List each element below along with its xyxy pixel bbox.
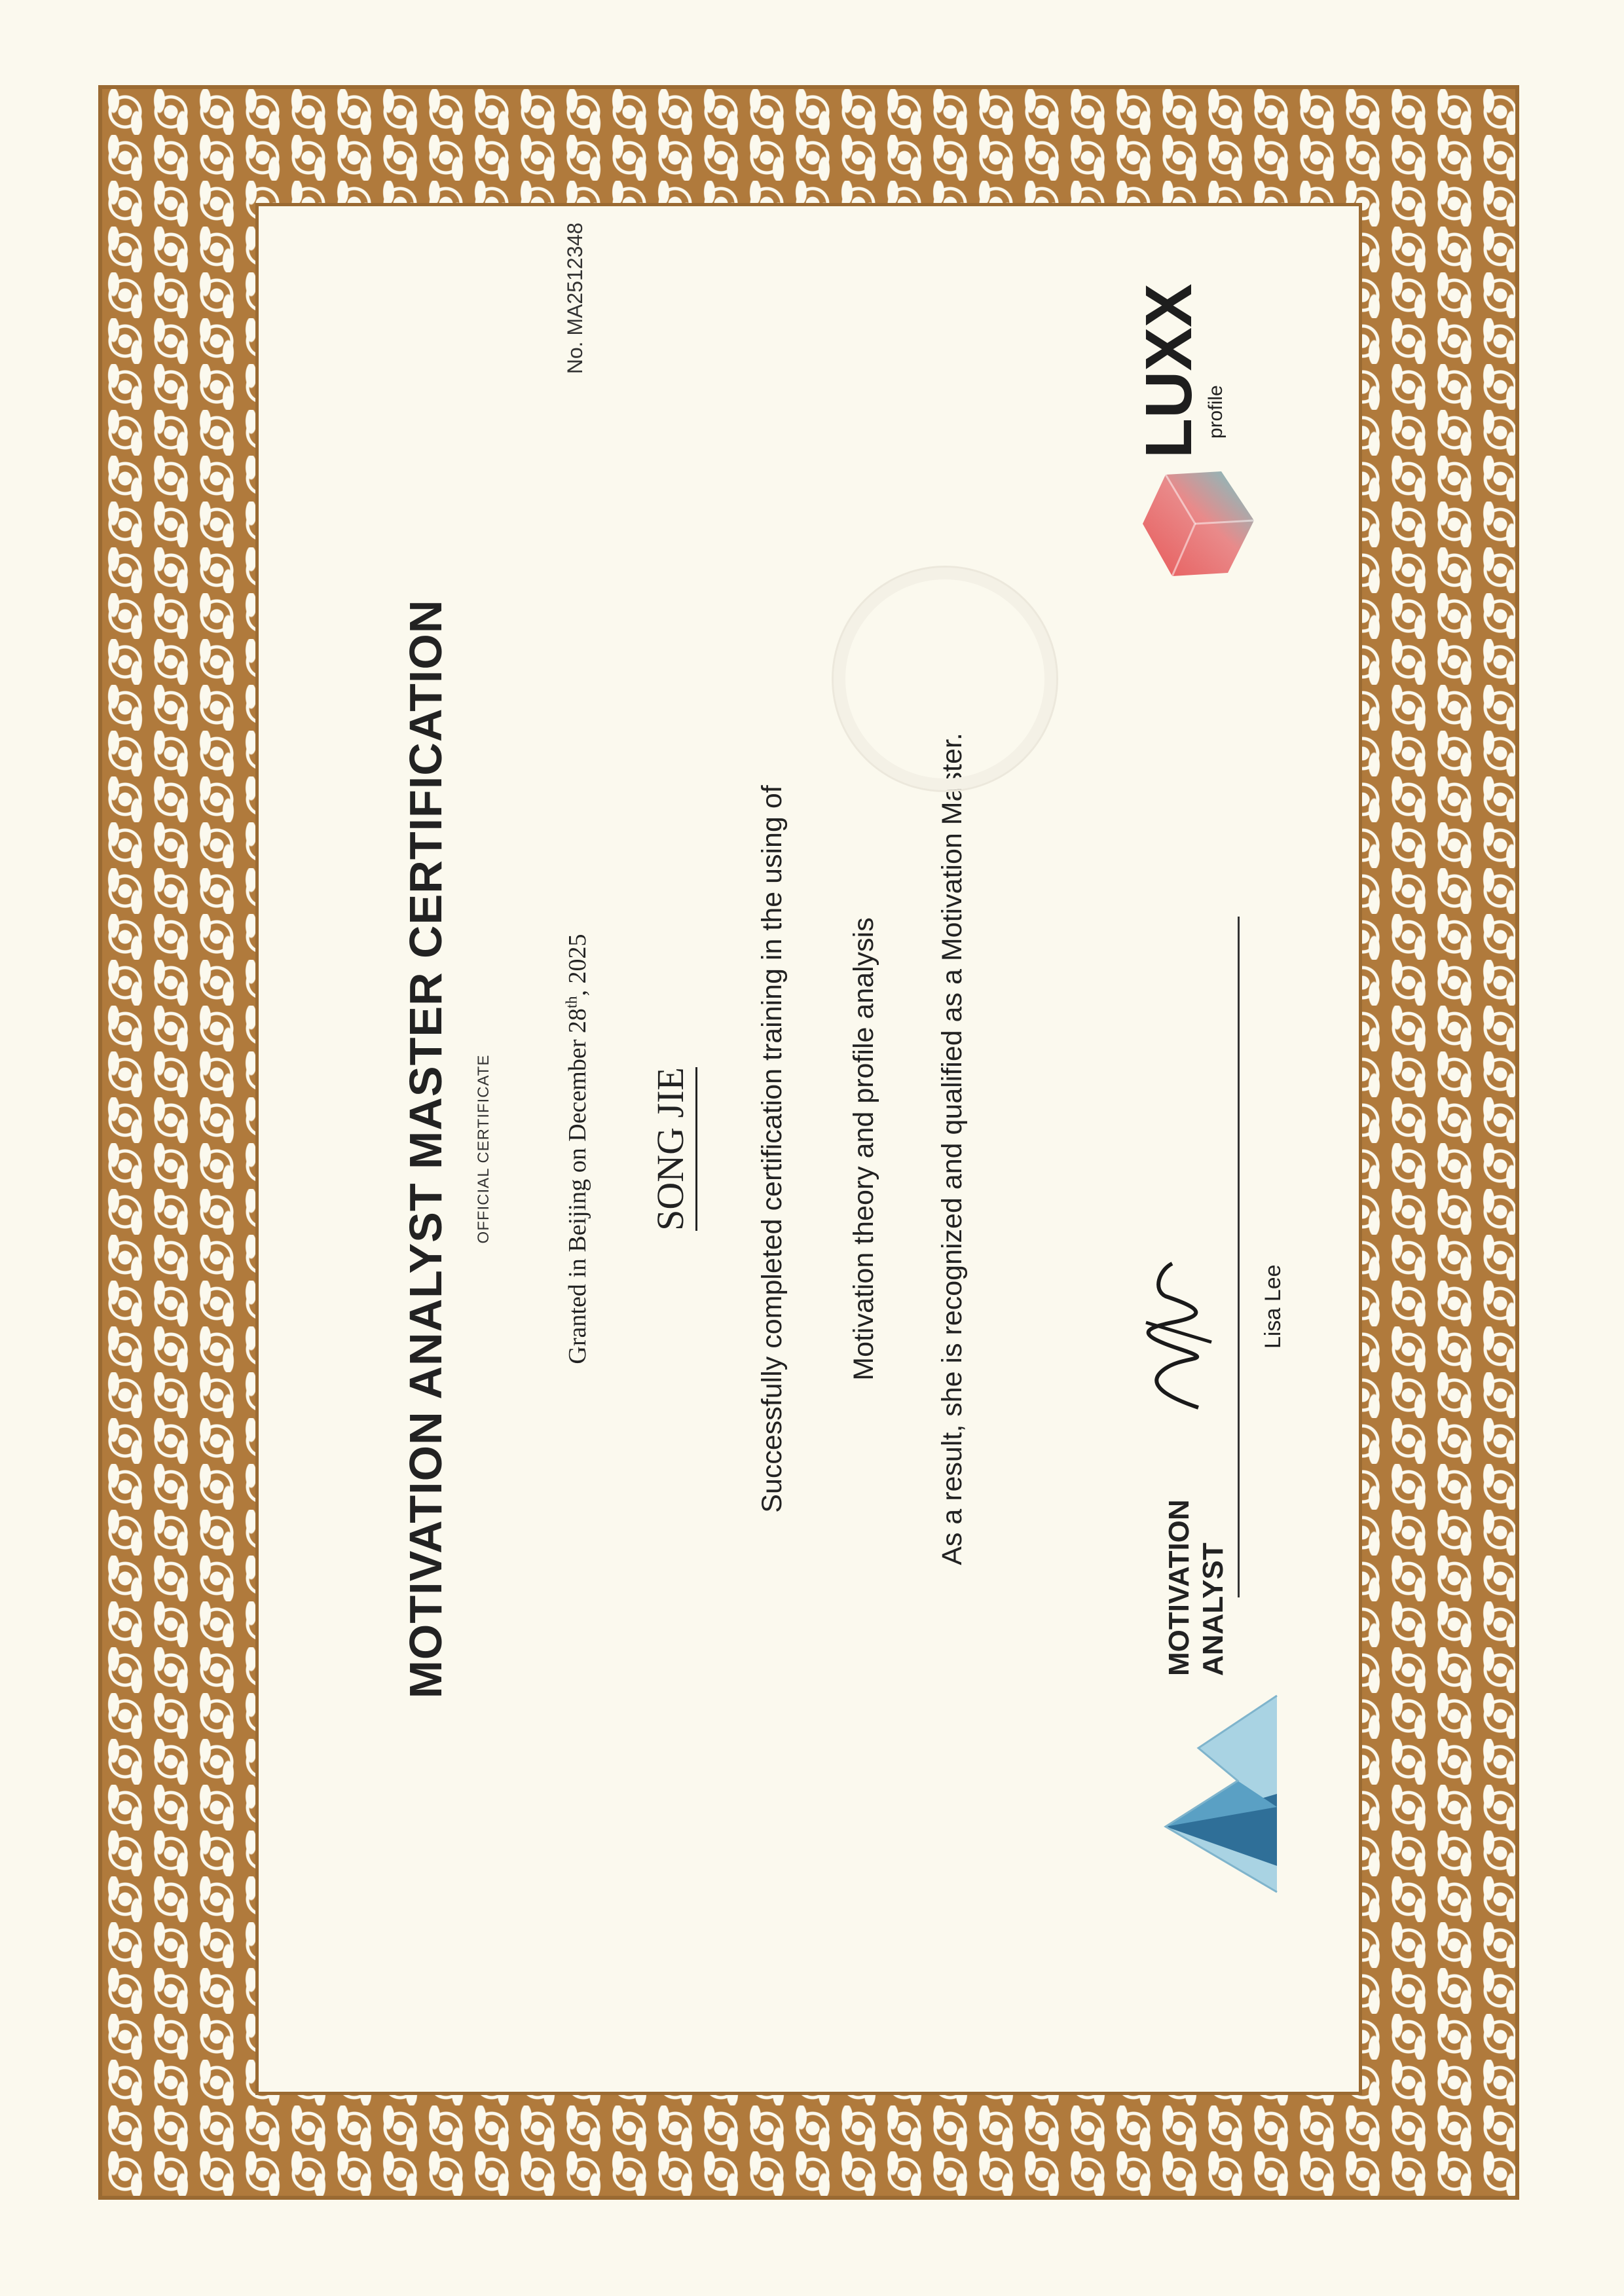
granted-ordinal: th [563,996,581,1009]
granted-prefix: Granted in Beijing on December 28 [564,1008,591,1364]
logo-line-2: ANALYST [1197,1542,1229,1676]
gem-logo-icon [1136,465,1261,583]
recipient-name-text: SONG JIE [649,1067,697,1231]
signature-image [1120,1250,1231,1421]
certificate-content [255,203,1362,2095]
luxx-logo-subtitle: profile [1205,385,1227,439]
recipient-name [648,203,692,2095]
embossed-seal [832,566,1058,792]
logo-line-1: MOTIVATION [1163,1499,1195,1676]
certificate-subtitle: OFFICIAL CERTIFICATE [475,1054,492,1244]
signature-line [1238,917,1240,1597]
body-line-3: As a result, she is recognized and qualified as a Motivation Master. [936,733,968,1565]
granted-suffix: , 2025 [564,934,591,996]
signer-name: Lisa Lee [1261,1264,1285,1349]
body-line-1: Successfully completed certification training in the using of [756,785,788,1513]
body-line-2: Motivation theory and profile analysis [848,917,879,1381]
motivation-analyst-logo-text [1162,1499,1230,1676]
mountain-logo-icon [1126,1683,1297,1905]
certificate-title: MOTIVATION ANALYST MASTER CERTIFICATION [400,599,451,1699]
granted-line [563,203,592,2095]
certificate-number: No. MA2512348 [563,223,587,374]
luxx-logo-word: LUXX [1132,283,1206,458]
